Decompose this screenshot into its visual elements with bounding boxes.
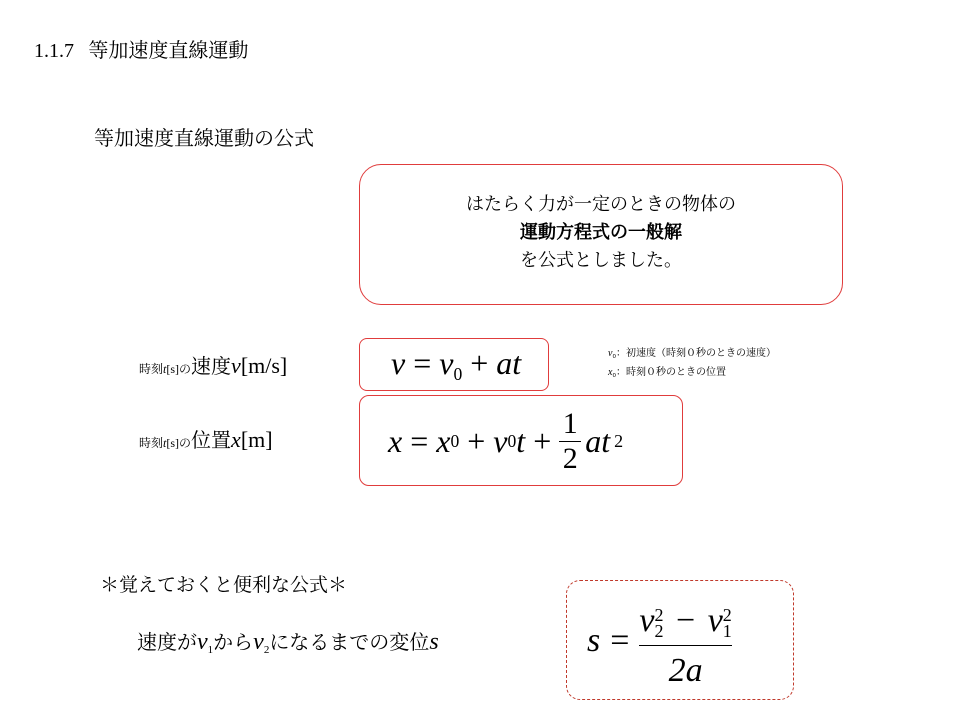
position-formula-v0-sub: 0 (507, 430, 517, 451)
bonus-num-minus: − (676, 601, 696, 639)
position-formula-eq: = (410, 422, 429, 459)
note-x0-sub: 0 (612, 372, 616, 379)
position-formula-plus2: + (533, 422, 552, 459)
callout-box (359, 164, 843, 305)
note-v0-var: v (608, 348, 613, 359)
bonus-desc-v1-sub: 1 (207, 643, 214, 656)
velocity-formula-plus: + (470, 345, 489, 381)
note-x0-text: ：時刻０秒のときの位置 (615, 366, 726, 378)
position-formula-term: at (585, 422, 611, 459)
bonus-num-v1: v (707, 601, 723, 639)
bonus-num-v1-scripts (722, 605, 732, 642)
position-formula-v0: v (493, 422, 508, 459)
position-time-prefix: 時刻 (139, 436, 164, 450)
bonus-formula-lhs: s (587, 622, 601, 659)
bonus-num-v2-sup: 2 (654, 605, 664, 626)
position-formula-x0-sub: 0 (450, 430, 460, 451)
velocity-formula (391, 345, 521, 385)
variable-notes (608, 346, 776, 384)
bonus-formula (587, 587, 732, 695)
velocity-formula-term: at (496, 345, 522, 381)
bonus-heading: ＊覚えておくと便利な公式＊ (100, 574, 348, 596)
bonus-numerator (639, 594, 732, 642)
velocity-formula-v0: v (439, 345, 454, 381)
fraction-numerator: 1 (562, 406, 578, 440)
bonus-formula-eq: = (610, 622, 630, 659)
position-formula-t: t (516, 422, 526, 459)
position-formula-exp: 2 (614, 430, 624, 451)
velocity-time-unit: [s] (166, 362, 180, 376)
position-formula-box (359, 395, 683, 486)
position-formula (388, 400, 623, 482)
bonus-num-v2-scripts (654, 605, 664, 642)
section-title: 等加速度直線運動 (88, 38, 249, 62)
bonus-num-v1-sub: 1 (722, 621, 732, 642)
bonus-formula-fraction (639, 594, 731, 688)
section-number: 1.1.7 (34, 40, 74, 62)
callout-line-2: 運動方程式の一般解 (520, 222, 682, 243)
position-label (139, 424, 273, 453)
fraction-denominator: 2 (562, 441, 578, 475)
note-v0-text: ：初速度（時刻０秒のときの速度） (615, 348, 776, 359)
bonus-desc-mid: から (213, 630, 254, 654)
velocity-particle: の (179, 362, 192, 376)
bonus-desc-post: になるまでの変位 (269, 630, 430, 654)
formula-heading: 等加速度直線運動の公式 (94, 126, 314, 150)
bonus-description (137, 626, 439, 656)
velocity-formula-lhs: v (391, 345, 406, 381)
section-header (34, 34, 248, 63)
bonus-desc-v2-sub: 2 (263, 643, 270, 656)
position-formula-plus1: + (467, 422, 486, 459)
note-v0 (608, 346, 776, 365)
bonus-num-v2-sub: 2 (654, 621, 664, 642)
bonus-num-v2: v (639, 601, 655, 639)
bonus-denominator: 2a (668, 652, 703, 690)
bonus-desc-s: s (429, 629, 439, 655)
velocity-formula-v0-sub: 0 (453, 364, 463, 385)
note-v0-sub: 0 (612, 353, 616, 360)
bonus-fraction-bar (639, 645, 731, 646)
callout-text (360, 165, 842, 275)
bonus-formula-box (566, 580, 794, 700)
bonus-num-v1-sup: 2 (722, 605, 732, 626)
bonus-desc-v1: v (197, 629, 208, 655)
position-formula-fraction (559, 406, 581, 475)
position-formula-lhs: x (388, 422, 403, 459)
callout-line-1: はたらく力が一定のときの物体の (466, 194, 736, 215)
position-particle: の (179, 436, 192, 450)
position-word: 位置 (191, 428, 232, 452)
callout-line-3: を公式としました。 (520, 250, 682, 271)
note-x0-var: x (608, 366, 613, 378)
velocity-word: 速度 (191, 354, 232, 378)
position-time-unit: [s] (166, 436, 180, 450)
velocity-label (139, 350, 287, 379)
position-unit: [m] (240, 427, 273, 452)
velocity-formula-box (359, 338, 549, 391)
bonus-desc-pre: 速度が (137, 630, 197, 654)
velocity-formula-eq: = (413, 345, 432, 381)
velocity-var: v (231, 353, 241, 378)
position-var: x (231, 427, 241, 452)
velocity-time-prefix: 時刻 (139, 362, 164, 376)
bonus-desc-v2: v (253, 629, 264, 655)
velocity-unit: [m/s] (240, 353, 288, 378)
note-x0 (608, 365, 776, 384)
position-time-var: t (163, 436, 167, 450)
velocity-time-var: t (163, 362, 167, 376)
position-formula-x0: x (436, 422, 451, 459)
